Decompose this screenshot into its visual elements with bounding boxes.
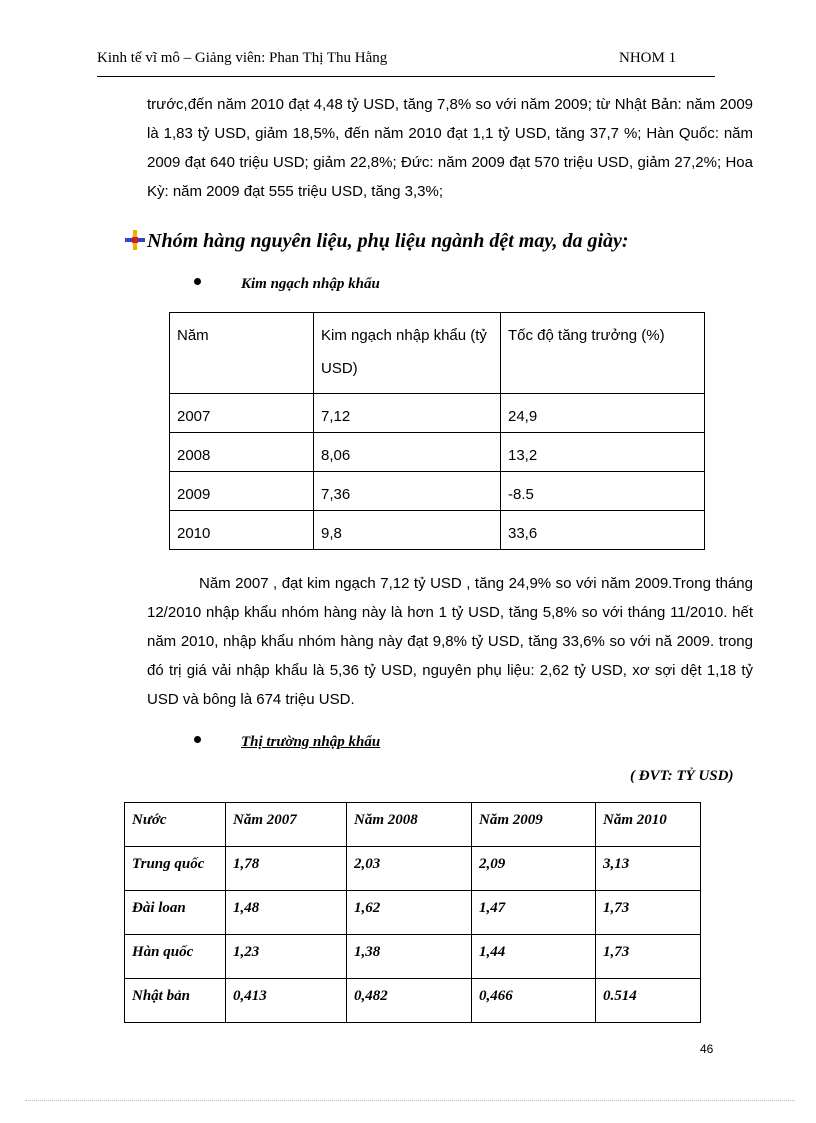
bullet-text: Kim ngạch nhập khẩu bbox=[241, 276, 380, 292]
page-number: 46 bbox=[700, 1042, 714, 1056]
table-row bbox=[125, 891, 701, 935]
table-cell: Đài loan bbox=[125, 891, 226, 935]
table-cell: 2009 bbox=[170, 472, 314, 511]
table-cell: 24,9 bbox=[501, 394, 705, 433]
table-cell: 1,44 bbox=[472, 935, 596, 979]
table-row bbox=[170, 511, 705, 550]
table-row bbox=[170, 472, 705, 511]
section-heading-text: Nhóm hàng nguyên liệu, phụ liệu ngành dệt may, da giày: bbox=[147, 230, 629, 252]
table-cell: 1,73 bbox=[596, 935, 701, 979]
table-header-cell: Năm 2010 bbox=[596, 803, 701, 847]
table-cell: 2,03 bbox=[347, 847, 472, 891]
page-footer-divider bbox=[25, 1100, 795, 1101]
table-cell: 9,8 bbox=[314, 511, 501, 550]
paragraph-intro: trước,đến năm 2010 đạt 4,48 tỷ USD, tăng 7,8% so với năm 2009; từ Nhật Bản: năm 2009 là 1,83 tỷ USD, giảm 18,5%, đến năm 2010 đạt 1,1 tỷ USD, tăng 37,7 %; Hàn Quốc: năm 2009 đạt 640 triệu USD; giảm 22,8%; Đức: năm 2009 đạt 570 triệu USD, giảm 27,2%; Hoa Kỳ: năm 2009 đạt 555 triệu USD, tăng 3,3%; bbox=[147, 96, 753, 200]
table-cell: 13,2 bbox=[501, 433, 705, 472]
table-cell: 7,12 bbox=[314, 394, 501, 433]
table-header-cell: Kim ngạch nhập khẩu (tỷ USD) bbox=[314, 313, 501, 394]
table-header-cell: Năm 2007 bbox=[226, 803, 347, 847]
table-cell: 1,78 bbox=[226, 847, 347, 891]
header-left-text: Kinh tế vĩ mô – Giảng viên: Phan Thị Thu Hằng bbox=[97, 50, 388, 66]
table-header-cell: Năm 2008 bbox=[347, 803, 472, 847]
table-header-cell: Tốc độ tăng trưởng (%) bbox=[501, 313, 705, 394]
table-cell: 0.514 bbox=[596, 979, 701, 1023]
table-row bbox=[125, 935, 701, 979]
table-cell: 0,413 bbox=[226, 979, 347, 1023]
table-header-row bbox=[125, 803, 701, 847]
table-cell: Hàn quốc bbox=[125, 935, 226, 979]
table-header-cell: Nước bbox=[125, 803, 226, 847]
import-value-table bbox=[169, 312, 705, 550]
paragraph-analysis: Năm 2007 , đạt kim ngạch 7,12 tỷ USD , tăng 24,9% so với năm 2009.Trong tháng 12/2010 nhập khẩu nhóm hàng này là hơn 1 tỷ USD, tăng 5,8% so với tháng 11/2010. hết năm 2010, nhập khẩu nhóm hàng này đạt 9,8% tỷ USD, tăng 33,6% so với nă 2009. trong đó trị giá vải nhập khẩu là 5,36 tỷ USD, nguyên phụ liệu: 2,62 tỷ USD, xơ sợi dệt 1,18 tỷ USD và bông là 674 triệu USD. bbox=[147, 575, 753, 708]
table-cell: 33,6 bbox=[501, 511, 705, 550]
table-header-cell: Năm bbox=[170, 313, 314, 394]
table-cell: -8.5 bbox=[501, 472, 705, 511]
bullet-text: Thị trường nhập khẩu bbox=[241, 734, 381, 750]
table-cell: Trung quốc bbox=[125, 847, 226, 891]
table-row bbox=[170, 394, 705, 433]
import-market-table bbox=[124, 802, 701, 1023]
table-cell: 2010 bbox=[170, 511, 314, 550]
header-right-text: NHOM 1 bbox=[619, 50, 677, 66]
table-header-row bbox=[170, 313, 705, 394]
table-cell: 1,38 bbox=[347, 935, 472, 979]
bullet-import-value bbox=[194, 276, 380, 293]
table-cell: 1,73 bbox=[596, 891, 701, 935]
table-cell: Nhật bản bbox=[125, 979, 226, 1023]
table-cell: 2008 bbox=[170, 433, 314, 472]
bullet-dot-icon bbox=[194, 278, 201, 285]
table-cell: 8,06 bbox=[314, 433, 501, 472]
table-row bbox=[125, 979, 701, 1023]
bullet-dot-icon bbox=[194, 736, 201, 743]
table-cell: 0,466 bbox=[472, 979, 596, 1023]
table-cell: 1,62 bbox=[347, 891, 472, 935]
table-cell: 1,48 bbox=[226, 891, 347, 935]
table-cell: 2,09 bbox=[472, 847, 596, 891]
table-cell: 0,482 bbox=[347, 979, 472, 1023]
table-cell: 1,23 bbox=[226, 935, 347, 979]
unit-note: ( ĐVT: TỶ USD) bbox=[630, 768, 734, 784]
section-heading bbox=[125, 230, 629, 253]
bullet-import-market bbox=[194, 734, 380, 751]
table-cell: 1,47 bbox=[472, 891, 596, 935]
table-cell: 3,13 bbox=[596, 847, 701, 891]
table-row bbox=[170, 433, 705, 472]
table-cell: 7,36 bbox=[314, 472, 501, 511]
table-row bbox=[125, 847, 701, 891]
page-header bbox=[97, 48, 715, 77]
four-point-star-icon bbox=[125, 230, 145, 250]
table-header-cell: Năm 2009 bbox=[472, 803, 596, 847]
table-cell: 2007 bbox=[170, 394, 314, 433]
